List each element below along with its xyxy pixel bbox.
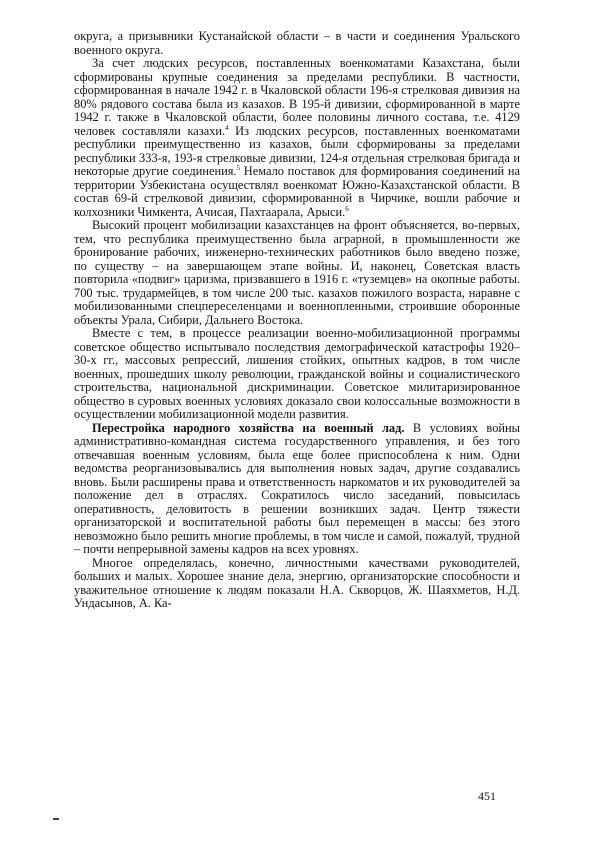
- footnote-ref-6: 6: [345, 204, 349, 213]
- paragraph-4-text: Вместе с тем, в процессе реализации военно-мобилизационной программы советское общество испытывало последствия демографической катастрофы 1920–30-х гг., массовых репрессий, лишения стойких, опытных кадров, в том числе военных, прошедших школу революции, гражданской войны и социалистического строительства, национальной дискриминации. Советское милитаризированное общество в суровых военных условиях доказало свои колоссальные возможности в осуществлении мобилизационной модели развития.: [74, 326, 520, 421]
- paragraph-5: [74, 422, 520, 557]
- paragraph-3: [74, 219, 520, 327]
- footnote-ref-5: 5: [236, 163, 241, 172]
- paragraph-1-text: округа, а призывники Кустанайской области – в части и соединения Уральского военного округа.: [74, 29, 520, 57]
- footnote-ref-4: 4: [225, 123, 229, 132]
- page-text: [74, 30, 520, 611]
- paragraph-2-text-cont: Из людских ресурсов, поставленных военкоматами республики преимущественно из казахов, были сформированы за пределами республики 333-я, 193-я стрелковые дивизии, 124-я отдельная стрелковая бригада и некоторые другие соединения.: [74, 123, 520, 178]
- paragraph-1: [74, 30, 520, 57]
- paragraph-2-text: За счет людских ресурсов, поставленных военкоматами Казахстана, были сформированы крупные соединения за пределами республики. В частности, сформированная в начале 1942 г. в Чкаловской области 196-я стрелковая дивизия на 80% рядового состава была из казахов. В 195-й дивизии, сформированной в марте 1942 г. также в Чкаловской области, более половины личного состава, т.е. 4129 человек составляли казахи.: [74, 56, 520, 138]
- paragraph-4: [74, 327, 520, 422]
- paragraph-3-text: Высокий процент мобилизации казахстанцев на фронт объясняется, во-первых, тем, что республика преимущественно была аграрной, в промышленности же бронирование рабочих, инженерно-технических работников было введено позже, по существу – на завершающем этапе войны. И, наконец, Советская власть повторила «подвиг» царизма, призвавшего в 1916 г. «туземцев» на окопные работы. 700 тыс. трудармейцев, в том числе 200 тыс. казахов пожилого возраста, наравне с мобилизованными спецпереселенцами и военнопленными, строившие оборонные объекты Урала, Сибири, Дальнего Востока.: [74, 218, 520, 327]
- paragraph-6-text: Многое определялась, конечно, личностными качествами руководителей, больших и малых. Хорошее знание дела, энергию, организаторские способности и уважительное отношение к людям показали Н.А. Скворцов, Ж. Шаяхметов, Н.Д. Ундасынов, А. Ка-: [74, 555, 520, 610]
- paragraph-5-text: В условиях войны административно-командная система государственного управления, и без того отвечавшая военным условиям, была еще более приспособлена к ним. Одни ведомства реорганизовывались для выполнения новых задач, другие создавались вновь. Были расширены права и ответственность наркоматов и их руководителей за положение дел в отраслях. Сократилось число заседаний, повысилась оперативность, деловитость в решении возникших задач. Центр тяжести организаторской и воспитательной работы был перемещен в массы: без этого невозможно было решить многие проблемы, в том числе и самой, пожалуй, трудной – почти непрерывной замены кадров на всех уровнях.: [74, 420, 520, 556]
- paragraph-2-text-end: Немало поставок для формирования соединений на территории Узбекистана осуществлял военкомат Южно-Казахстанской области. В состав 69-й стрелковой дивизии, сформированной в Чирчике, вошли рабочие и колхозники Чимкента, Ачисая, Пахтаарала, Арыси.: [74, 164, 520, 219]
- section-heading: Перестройка народного хозяйства на военный лад.: [92, 420, 405, 435]
- page-number: 451: [478, 789, 496, 803]
- paragraph-6: [74, 557, 520, 611]
- paragraph-2: [74, 57, 520, 219]
- scan-artifact: [53, 818, 59, 820]
